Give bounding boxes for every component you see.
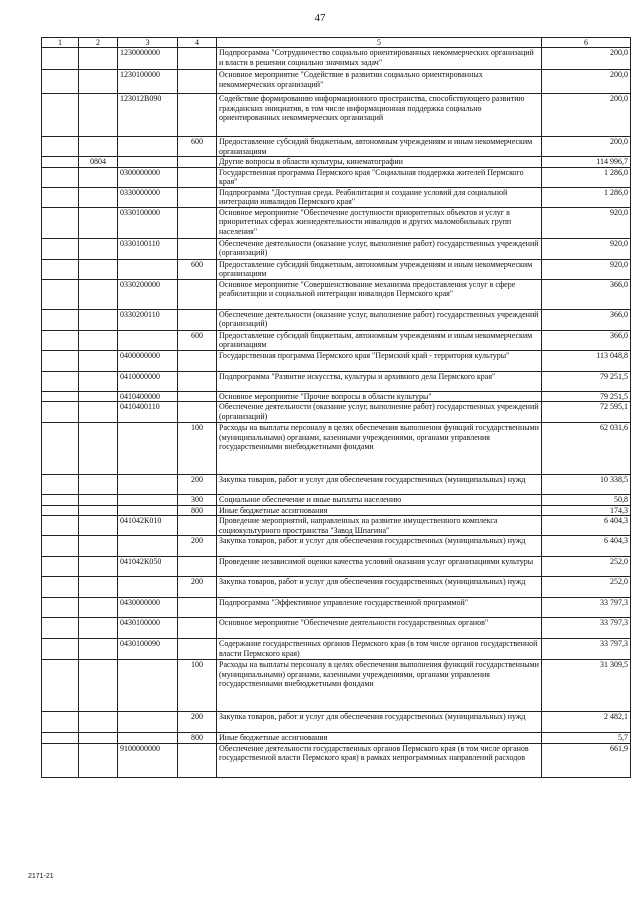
table-row xyxy=(42,309,631,330)
table-row xyxy=(42,157,631,168)
cell-description: Обеспечение деятельности (оказание услуг, выполнение работ) государственных учреждений (организаций) xyxy=(217,238,542,259)
cell-description: Проведение мероприятий, направленных на развитие имущественного комплекса социокультурного пространства "Завод Шпагина" xyxy=(217,516,542,536)
cell-description: Социальное обеспечение и иные выплаты населению xyxy=(217,495,542,506)
cell-section xyxy=(79,639,118,660)
cell-target-code: 041042К050 xyxy=(118,557,178,577)
cell-amount: 252,0 xyxy=(542,577,631,598)
cell-section xyxy=(79,94,118,137)
cell-expense-type: 800 xyxy=(178,505,217,516)
cell-amount: 920,0 xyxy=(542,259,631,279)
table-row xyxy=(42,733,631,744)
table-row xyxy=(42,743,631,777)
cell-target-code xyxy=(118,259,178,279)
cell-expense-type xyxy=(178,94,217,137)
cell-col1 xyxy=(42,371,79,391)
cell-description: Закупка товаров, работ и услуг для обеспечения государственных (муниципальных) нужд xyxy=(217,577,542,598)
cell-amount: 33 797,3 xyxy=(542,618,631,639)
cell-expense-type xyxy=(178,48,217,70)
table-row xyxy=(42,639,631,660)
table-row xyxy=(42,167,631,187)
cell-section xyxy=(79,598,118,618)
cell-expense-type: 200 xyxy=(178,536,217,557)
cell-target-code xyxy=(118,505,178,516)
cell-target-code: 1230000000 xyxy=(118,48,178,70)
cell-col1 xyxy=(42,330,79,350)
cell-amount: 1 286,0 xyxy=(542,167,631,187)
cell-expense-type xyxy=(178,207,217,238)
column-header: 6 xyxy=(542,38,631,48)
cell-amount: 252,0 xyxy=(542,557,631,577)
cell-description: Расходы на выплаты персоналу в целях обеспечения выполнения функций государственными (муниципальными) органами, казенными учреждениями, органами управления государственными внебюджетными фондами xyxy=(217,660,542,712)
cell-section xyxy=(79,733,118,744)
cell-target-code xyxy=(118,495,178,506)
cell-section xyxy=(79,259,118,279)
cell-section xyxy=(79,187,118,207)
cell-expense-type xyxy=(178,516,217,536)
cell-description: Содействие формированию информационного пространства, способствующего развитию гражданских инициатив, в том числе информационная поддержка социально ориентированных некоммерческих организаций xyxy=(217,94,542,137)
cell-description: Основное мероприятие "Прочие вопросы в области культуры" xyxy=(217,391,542,402)
cell-col1 xyxy=(42,598,79,618)
cell-section xyxy=(79,391,118,402)
table-row xyxy=(42,618,631,639)
cell-description: Обеспечение деятельности (оказание услуг, выполнение работ) государственных учреждений (организаций) xyxy=(217,309,542,330)
cell-target-code: 0330200000 xyxy=(118,279,178,309)
cell-target-code xyxy=(118,330,178,350)
cell-description: Подпрограмма "Развитие искусства, культуры и архивного дела Пермского края" xyxy=(217,371,542,391)
cell-expense-type xyxy=(178,187,217,207)
table-row xyxy=(42,259,631,279)
document-code: 2171-21 xyxy=(28,873,54,880)
cell-description: Подпрограмма "Сотрудничество социально ориентированных некоммерческих организаций и власти в решении социально значимых задач" xyxy=(217,48,542,70)
cell-section xyxy=(79,207,118,238)
cell-col1 xyxy=(42,423,79,475)
cell-target-code: 0410000000 xyxy=(118,371,178,391)
cell-target-code xyxy=(118,423,178,475)
header-row xyxy=(42,38,631,48)
cell-amount: 5,7 xyxy=(542,733,631,744)
cell-amount: 33 797,3 xyxy=(542,598,631,618)
column-header: 3 xyxy=(118,38,178,48)
cell-col1 xyxy=(42,157,79,168)
page-number: 47 xyxy=(314,12,326,24)
cell-target-code xyxy=(118,536,178,557)
cell-description: Подпрограмма "Доступная среда. Реабилитация и создание условий для социальной интеграции инвалидов Пермского края" xyxy=(217,187,542,207)
cell-amount: 366,0 xyxy=(542,330,631,350)
cell-target-code xyxy=(118,712,178,733)
cell-expense-type xyxy=(178,391,217,402)
table-row xyxy=(42,423,631,475)
cell-expense-type xyxy=(178,402,217,423)
cell-col1 xyxy=(42,516,79,536)
cell-section xyxy=(79,309,118,330)
cell-expense-type xyxy=(178,639,217,660)
cell-target-code: 0410400000 xyxy=(118,391,178,402)
cell-col1 xyxy=(42,639,79,660)
cell-col1 xyxy=(42,743,79,777)
column-header: 5 xyxy=(217,38,542,48)
cell-col1 xyxy=(42,70,79,94)
cell-col1 xyxy=(42,505,79,516)
table-row xyxy=(42,536,631,557)
cell-description: Закупка товаров, работ и услуг для обеспечения государственных (муниципальных) нужд xyxy=(217,536,542,557)
cell-target-code: 0330000000 xyxy=(118,187,178,207)
cell-amount: 200,0 xyxy=(542,94,631,137)
cell-amount: 661,9 xyxy=(542,743,631,777)
cell-expense-type: 300 xyxy=(178,495,217,506)
cell-section xyxy=(79,743,118,777)
cell-amount: 920,0 xyxy=(542,238,631,259)
cell-section xyxy=(79,238,118,259)
cell-amount: 174,3 xyxy=(542,505,631,516)
cell-description: Закупка товаров, работ и услуг для обеспечения государственных (муниципальных) нужд xyxy=(217,712,542,733)
cell-expense-type: 200 xyxy=(178,712,217,733)
cell-amount: 50,8 xyxy=(542,495,631,506)
cell-target-code xyxy=(118,475,178,495)
cell-section xyxy=(79,712,118,733)
cell-target-code xyxy=(118,660,178,712)
table-row xyxy=(42,187,631,207)
cell-section xyxy=(79,536,118,557)
cell-amount: 79 251,5 xyxy=(542,371,631,391)
cell-amount: 79 251,5 xyxy=(542,391,631,402)
cell-col1 xyxy=(42,48,79,70)
cell-expense-type xyxy=(178,70,217,94)
cell-section xyxy=(79,475,118,495)
cell-section xyxy=(79,516,118,536)
cell-target-code: 9100000000 xyxy=(118,743,178,777)
cell-col1 xyxy=(42,495,79,506)
cell-col1 xyxy=(42,660,79,712)
cell-amount: 200,0 xyxy=(542,48,631,70)
cell-expense-type xyxy=(178,350,217,371)
cell-description: Государственная программа Пермского края "Пермский край - территория культуры" xyxy=(217,350,542,371)
cell-col1 xyxy=(42,137,79,157)
cell-expense-type xyxy=(178,598,217,618)
cell-description: Обеспечение деятельности государственных органов Пермского края (в том числе органов государственной власти Пермского края) в рамках непрограммных направлений расходов xyxy=(217,743,542,777)
cell-target-code: 0330200110 xyxy=(118,309,178,330)
cell-description: Подпрограмма "Эффективное управление государственной программой" xyxy=(217,598,542,618)
cell-expense-type xyxy=(178,167,217,187)
cell-description: Другие вопросы в области культуры, кинематографии xyxy=(217,157,542,168)
cell-target-code: 0330100110 xyxy=(118,238,178,259)
cell-section xyxy=(79,137,118,157)
cell-target-code: 0400000000 xyxy=(118,350,178,371)
table-row xyxy=(42,391,631,402)
table-row xyxy=(42,350,631,371)
table-row xyxy=(42,505,631,516)
cell-col1 xyxy=(42,618,79,639)
cell-target-code: 0300000000 xyxy=(118,167,178,187)
cell-col1 xyxy=(42,259,79,279)
table-row xyxy=(42,207,631,238)
cell-target-code xyxy=(118,577,178,598)
cell-amount: 6 404,3 xyxy=(542,536,631,557)
cell-target-code: 0430000000 xyxy=(118,598,178,618)
cell-section xyxy=(79,330,118,350)
cell-col1 xyxy=(42,279,79,309)
cell-col1 xyxy=(42,238,79,259)
cell-amount: 62 031,6 xyxy=(542,423,631,475)
table-row xyxy=(42,475,631,495)
cell-expense-type: 600 xyxy=(178,137,217,157)
cell-amount: 920,0 xyxy=(542,207,631,238)
cell-col1 xyxy=(42,167,79,187)
cell-expense-type xyxy=(178,279,217,309)
cell-description: Предоставление субсидий бюджетным, автономным учреждениям и иным некоммерческим организациям xyxy=(217,137,542,157)
cell-section xyxy=(79,167,118,187)
cell-description: Проведение независимой оценки качества условий оказания услуг организациями культуры xyxy=(217,557,542,577)
cell-section xyxy=(79,557,118,577)
table-row xyxy=(42,137,631,157)
cell-amount: 1 286,0 xyxy=(542,187,631,207)
cell-amount: 200,0 xyxy=(542,70,631,94)
table-row xyxy=(42,712,631,733)
table-body xyxy=(42,48,631,778)
cell-amount: 200,0 xyxy=(542,137,631,157)
column-header: 1 xyxy=(42,38,79,48)
cell-expense-type: 600 xyxy=(178,330,217,350)
cell-section xyxy=(79,279,118,309)
cell-expense-type: 800 xyxy=(178,733,217,744)
cell-section xyxy=(79,618,118,639)
cell-description: Основное мероприятие "Обеспечение деятельности государственных органов" xyxy=(217,618,542,639)
cell-target-code: 0330100000 xyxy=(118,207,178,238)
cell-amount: 31 309,5 xyxy=(542,660,631,712)
cell-col1 xyxy=(42,309,79,330)
table-row xyxy=(42,330,631,350)
cell-section: 0804 xyxy=(79,157,118,168)
cell-section xyxy=(79,495,118,506)
cell-target-code: 1230100000 xyxy=(118,70,178,94)
cell-section xyxy=(79,660,118,712)
cell-section xyxy=(79,402,118,423)
table-row xyxy=(42,598,631,618)
cell-col1 xyxy=(42,402,79,423)
cell-amount: 33 797,3 xyxy=(542,639,631,660)
cell-col1 xyxy=(42,577,79,598)
cell-description: Основное мероприятие "Совершенствование механизма предоставления услуг в сфере реабилитации и социальной интеграции инвалидов Пермского края" xyxy=(217,279,542,309)
cell-target-code: 123012В090 xyxy=(118,94,178,137)
cell-section xyxy=(79,48,118,70)
cell-col1 xyxy=(42,712,79,733)
cell-expense-type: 200 xyxy=(178,577,217,598)
cell-description: Основное мероприятие "Содействие в развитии социально ориентированных некоммерческих организаций" xyxy=(217,70,542,94)
cell-expense-type: 100 xyxy=(178,423,217,475)
cell-col1 xyxy=(42,94,79,137)
cell-section xyxy=(79,423,118,475)
column-header: 2 xyxy=(79,38,118,48)
cell-amount: 366,0 xyxy=(542,309,631,330)
table-row xyxy=(42,516,631,536)
table-row xyxy=(42,660,631,712)
cell-amount: 10 338,5 xyxy=(542,475,631,495)
cell-description: Иные бюджетные ассигнования xyxy=(217,505,542,516)
cell-col1 xyxy=(42,187,79,207)
cell-amount: 6 404,3 xyxy=(542,516,631,536)
cell-col1 xyxy=(42,475,79,495)
cell-expense-type xyxy=(178,371,217,391)
cell-expense-type xyxy=(178,238,217,259)
table-row xyxy=(42,94,631,137)
cell-description: Государственная программа Пермского края "Социальная поддержка жителей Пермского края" xyxy=(217,167,542,187)
cell-target-code xyxy=(118,157,178,168)
cell-target-code: 041042К010 xyxy=(118,516,178,536)
cell-target-code xyxy=(118,733,178,744)
cell-expense-type xyxy=(178,618,217,639)
table-row xyxy=(42,70,631,94)
cell-col1 xyxy=(42,391,79,402)
table-row xyxy=(42,495,631,506)
cell-section xyxy=(79,350,118,371)
cell-expense-type: 100 xyxy=(178,660,217,712)
cell-description: Предоставление субсидий бюджетным, автономным учреждениям и иным некоммерческим организациям xyxy=(217,330,542,350)
cell-expense-type: 600 xyxy=(178,259,217,279)
cell-target-code: 0430100000 xyxy=(118,618,178,639)
table-row xyxy=(42,371,631,391)
cell-section xyxy=(79,577,118,598)
cell-col1 xyxy=(42,350,79,371)
cell-description: Предоставление субсидий бюджетным, автономным учреждениям и иным некоммерческим организациям xyxy=(217,259,542,279)
cell-section xyxy=(79,371,118,391)
cell-section xyxy=(79,505,118,516)
cell-description: Иные бюджетные ассигнования xyxy=(217,733,542,744)
cell-expense-type xyxy=(178,743,217,777)
cell-amount: 2 482,1 xyxy=(542,712,631,733)
budget-table xyxy=(41,37,631,778)
table-row xyxy=(42,577,631,598)
cell-col1 xyxy=(42,536,79,557)
column-header: 4 xyxy=(178,38,217,48)
cell-target-code xyxy=(118,137,178,157)
cell-description: Основное мероприятие "Обеспечение доступности приоритетных объектов и услуг в приоритетных сферах жизнедеятельности инвалидов и других маломобильных групп населения" xyxy=(217,207,542,238)
cell-section xyxy=(79,70,118,94)
table-row xyxy=(42,238,631,259)
table-row xyxy=(42,48,631,70)
cell-description: Закупка товаров, работ и услуг для обеспечения государственных (муниципальных) нужд xyxy=(217,475,542,495)
table-row xyxy=(42,557,631,577)
cell-amount: 366,0 xyxy=(542,279,631,309)
cell-expense-type: 200 xyxy=(178,475,217,495)
cell-col1 xyxy=(42,733,79,744)
cell-expense-type xyxy=(178,557,217,577)
cell-col1 xyxy=(42,207,79,238)
cell-col1 xyxy=(42,557,79,577)
cell-description: Расходы на выплаты персоналу в целях обеспечения выполнения функций государственными (муниципальными) органами, казенными учреждениями, органами управления государственными внебюджетными фондами xyxy=(217,423,542,475)
cell-amount: 72 595,1 xyxy=(542,402,631,423)
cell-description: Содержание государственных органов Пермского края (в том числе органов государственной власти Пермского края) xyxy=(217,639,542,660)
cell-amount: 113 048,8 xyxy=(542,350,631,371)
cell-expense-type xyxy=(178,157,217,168)
table-row xyxy=(42,402,631,423)
cell-target-code: 0410400110 xyxy=(118,402,178,423)
cell-expense-type xyxy=(178,309,217,330)
cell-description: Обеспечение деятельности (оказание услуг, выполнение работ) государственных учреждений (организаций) xyxy=(217,402,542,423)
cell-target-code: 0430100090 xyxy=(118,639,178,660)
table-row xyxy=(42,279,631,309)
cell-amount: 114 996,7 xyxy=(542,157,631,168)
